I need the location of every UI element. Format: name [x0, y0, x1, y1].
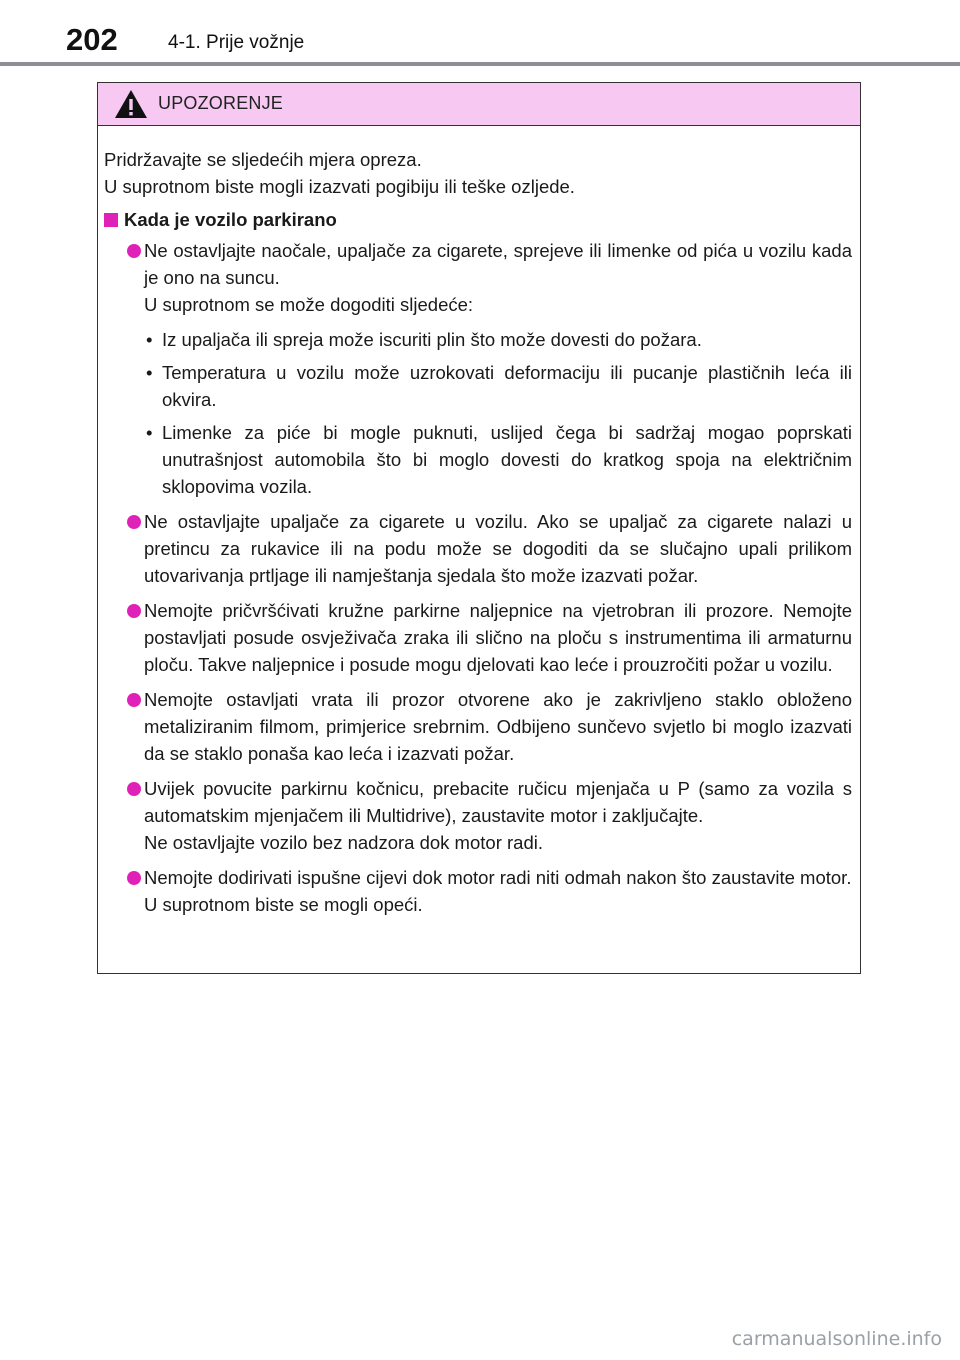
circle-bullet-icon — [127, 871, 141, 885]
list-item — [104, 775, 852, 856]
list-item — [104, 508, 852, 589]
item-text: Nemojte pričvršćivati kružne parkirne naljepnice na vjetrobran ili prozore. Nemojte postavljati posude osvježivača zraka ili slično na ploču s instrumentima ili armaturnu ploču. Takve naljepnice i posude mogu djelovati kao leće i prouzročiti požar u vozilu. — [144, 600, 852, 675]
item-text: Ne ostavljajte upaljače za cigarete u vozilu. Ako se upaljač za cigarete nalazi u pretincu za rukavice ili na podu može se dogoditi da se slučajno upali prilikom utovarivanja prtljage ili namještanja sjedala što može izazvati požar. — [144, 511, 852, 586]
circle-bullet-icon — [127, 244, 141, 258]
sub-bullet-text: Temperatura u vozilu može uzrokovati deformaciju ili pucanje plastičnih leća ili okvira. — [162, 362, 852, 410]
item-text: Nemojte dodirivati ispušne cijevi dok motor radi niti odmah nakon što zaustavite motor. — [144, 867, 852, 888]
square-bullet-icon — [104, 213, 118, 227]
warning-box — [97, 82, 861, 974]
sub-bullet-text: Limenke za piće bi mogle puknuti, uslijed čega bi sadržaj mogao poprskati unutrašnjost automobila što bi moglo dovesti do kratkog spoja na električnim sklopovima vozila. — [162, 422, 852, 497]
intro-line: U suprotnom biste mogli izazvati pogibiju ili teške ozljede. — [104, 176, 575, 197]
item-text: U suprotnom se može dogoditi sljedeće: — [144, 294, 474, 315]
dot-bullet-icon: • — [146, 329, 153, 350]
item-text: Ne ostavljajte vozilo bez nadzora dok motor radi. — [144, 832, 543, 853]
circle-bullet-icon — [127, 515, 141, 529]
circle-bullet-icon — [127, 604, 141, 618]
page-number: 202 — [66, 22, 118, 57]
header-divider — [0, 62, 960, 66]
circle-bullet-icon — [127, 693, 141, 707]
intro-line: Pridržavajte se sljedećih mjera opreza. — [104, 149, 422, 170]
warning-content — [98, 126, 860, 918]
watermark: carmanualsonline.info — [731, 1328, 942, 1350]
sub-bullet — [144, 359, 852, 413]
sub-bullet-list — [144, 326, 852, 500]
item-text: Uvijek povucite parkirnu kočnicu, prebacite ručicu mjenjača u P (samo za vozila s automatskim mjenjačem ili Multidrive), zaustavite motor i zaključajte. — [144, 778, 852, 826]
dot-bullet-icon: • — [146, 362, 153, 383]
warning-triangle-icon — [113, 88, 149, 120]
circle-bullet-icon — [127, 782, 141, 796]
sub-bullet-text: Iz upaljača ili spreja može iscuriti plin što može dovesti do požara. — [162, 329, 702, 350]
list-item — [104, 597, 852, 678]
list-item — [104, 237, 852, 500]
warning-header — [98, 83, 860, 126]
list-item — [104, 864, 852, 918]
page-header — [0, 0, 960, 70]
list-item — [104, 686, 852, 767]
item-text: Ne ostavljajte naočale, upaljače za cigarete, sprejeve ili limenke od pića u vozilu kada je ono na suncu. — [144, 240, 852, 288]
item-text: U suprotnom biste se mogli opeći. — [144, 894, 423, 915]
dot-bullet-icon: • — [146, 422, 153, 443]
item-text: Nemojte ostavljati vrata ili prozor otvorene ako je zakrivljeno staklo obloženo metaliziranim filmom, primjerice srebrnim. Odbijeno sunčevo svjetlo bi moglo izazvati da se staklo ponaša kao leća i izazvati požar. — [144, 689, 852, 764]
warning-title: UPOZORENJE — [158, 93, 284, 113]
sub-bullet — [144, 326, 852, 353]
subheading-text: Kada je vozilo parkirano — [124, 209, 337, 230]
subheading — [104, 206, 852, 233]
sub-bullet — [144, 419, 852, 500]
section-title: 4-1. Prije vožnje — [168, 32, 305, 53]
